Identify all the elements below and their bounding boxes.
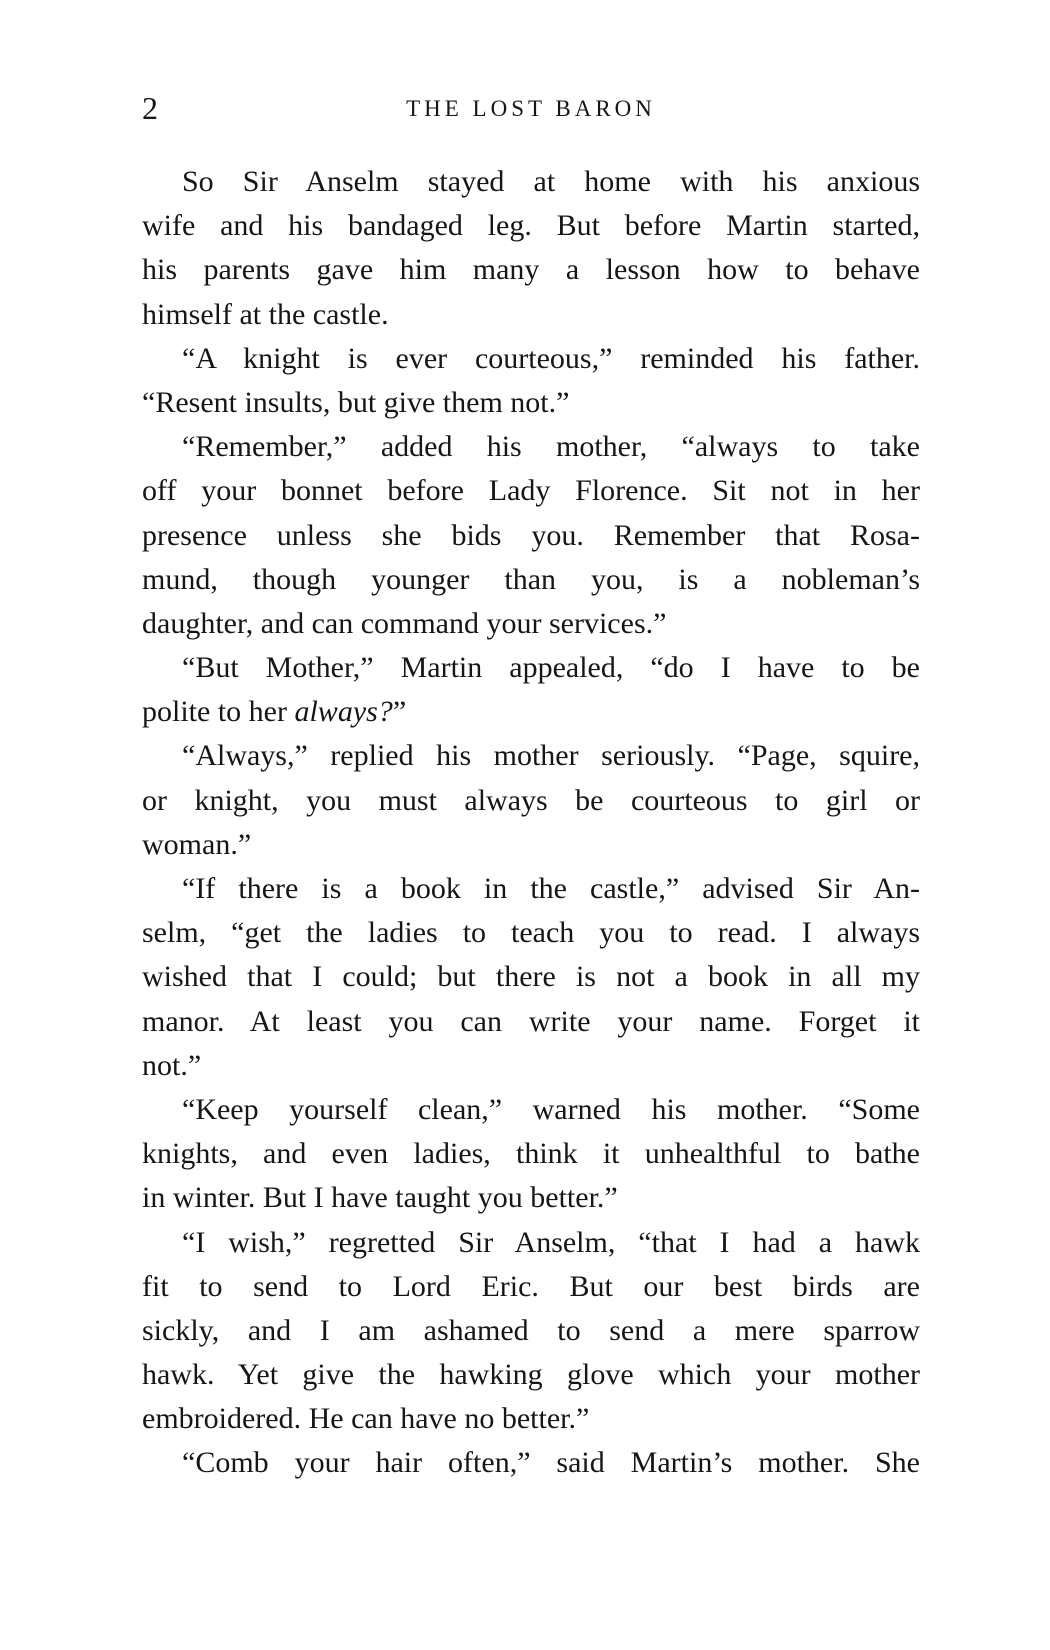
paragraph [142,160,920,337]
text-segment: So Sir Anselm stayed at home with his anxious [182,165,920,198]
text-segment: manor. At least you can write your name. Forget it [142,1004,920,1038]
text-segment: “Always,” replied his mother seriously. “Page, squire, [182,739,920,773]
text-line [142,337,920,381]
text-segment: “A knight is ever courteous,” reminded his father. [182,341,920,375]
text-line [142,1088,920,1132]
text-segment: fit to send to Lord Eric. But our best birds are [142,1269,920,1303]
text-line [142,514,920,558]
text-line [142,602,920,646]
italic-text: always? [294,695,393,729]
text-line [142,690,920,734]
running-title: THE LOST BARON [406,96,656,121]
text-segment: “If there is a book in the castle,” advised Sir An- [182,872,920,905]
text-segment: presence unless she bids you. Remember that Rosa- [142,518,920,552]
text-segment: ” [392,695,407,729]
text-segment: in winter. But I have taught you better.” [142,1181,618,1215]
text-line [142,381,920,425]
paragraph [142,867,920,1088]
running-head [142,0,920,140]
text-segment: polite to her [142,695,295,729]
text-line [142,1397,920,1441]
paragraph [142,337,920,425]
text-line [142,558,920,602]
text-segment: wished that I could; but there is not a book in all my [142,960,920,994]
page-number: 2 [142,90,158,126]
text-segment: not.” [142,1048,202,1082]
text-line [142,867,920,911]
text-line [142,293,920,337]
text-segment: “I wish,” regretted Sir Anselm, “that I had a hawk [182,1225,920,1259]
text-line [142,1309,920,1353]
text-line [142,1353,920,1397]
text-segment: or knight, you must always be courteous to girl or [142,783,920,817]
text-segment: woman.” [142,827,252,861]
paragraph [142,425,920,646]
text-segment: “Remember,” added his mother, “always to take [182,430,920,464]
text-line [142,469,920,513]
text-line [142,1000,920,1044]
text-line [142,1221,920,1265]
text-segment: off your bonnet before Lady Florence. Sit not in her [142,474,920,508]
paragraph [142,1221,920,1442]
text-segment: “Resent insults, but give them not.” [142,385,570,419]
text-line [142,646,920,690]
text-segment: selm, “get the ladies to teach you to read. I always [142,916,920,950]
text-line [142,160,920,204]
text-segment: “But Mother,” Martin appealed, “do I have to be [182,651,920,685]
text-segment: “Comb your hair often,” said Martin’s mother. She [182,1446,920,1480]
text-line [142,425,920,469]
text-line [142,823,920,867]
text-segment: mund, though younger than you, is a nobleman’s [142,562,920,596]
paragraph [142,1441,920,1485]
text-line [142,1441,920,1485]
text-line [142,1265,920,1309]
text-line [142,779,920,823]
text-segment: himself at the castle. [142,297,389,331]
text-line [142,734,920,778]
text-line [142,204,920,248]
text-line [142,1044,920,1088]
paragraph [142,646,920,734]
text-segment: knights, and even ladies, think it unhealthful to bathe [142,1137,920,1171]
text-segment: wife and his bandaged leg. But before Martin started, [142,209,920,243]
text-line [142,955,920,999]
text-segment: hawk. Yet give the hawking glove which your mother [142,1358,920,1392]
text-line [142,911,920,955]
text-line [142,1176,920,1220]
paragraph [142,1088,920,1221]
text-segment: embroidered. He can have no better.” [142,1402,590,1436]
text-segment: his parents gave him many a lesson how to behave [142,253,920,287]
paragraph [142,734,920,867]
text-segment: daughter, and can command your services.” [142,606,667,640]
text-line [142,1132,920,1176]
text-line [142,248,920,292]
text-block [142,160,920,1486]
text-segment: “Keep yourself clean,” warned his mother. “Some [182,1092,920,1126]
text-segment: sickly, and I am ashamed to send a mere sparrow [142,1313,920,1347]
